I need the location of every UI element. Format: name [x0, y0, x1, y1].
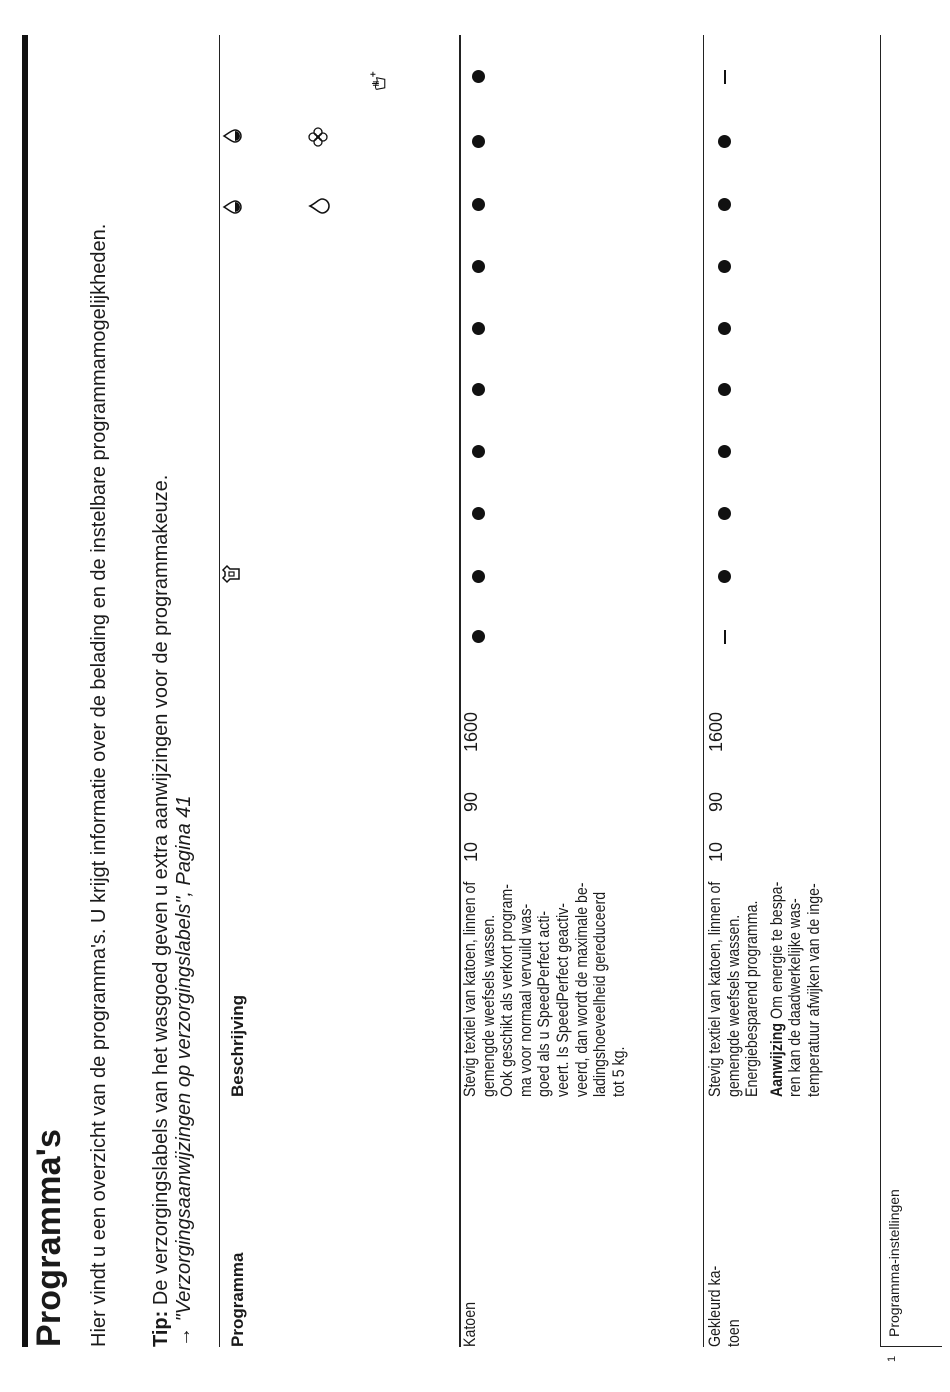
option-dot [472, 630, 485, 643]
header-description: Beschrijving [228, 994, 247, 1097]
flower-icon [307, 126, 329, 148]
description-line: Stevig textiel van katoen, linnen of [706, 881, 724, 1097]
description-line: veerd, dan wordt de maximale be- [572, 882, 591, 1097]
note-label: Aanwijzing [767, 1022, 786, 1097]
description-line: Stevig textiel van katoen, linnen of [461, 881, 479, 1097]
note-line: ren kan de daadwerkelijke was- [786, 898, 805, 1097]
description-line: Energiebesparend programma. [743, 900, 762, 1097]
tip-label: Tip: [150, 1310, 172, 1347]
note-line: temperatuur afwijken van de inge- [804, 883, 823, 1097]
footnote-left-rule [880, 1346, 942, 1347]
description-line: tot 5 kg. [609, 1046, 628, 1097]
option-dot [472, 260, 485, 273]
tip-link[interactable]: → "Verzorgingsaanwijzingen op verzorgingslabels", Pagina 41 [173, 795, 195, 1347]
stain-drop-icon [221, 125, 243, 147]
option-dot [472, 70, 485, 83]
row-separator [459, 35, 461, 1347]
description-line: gemengde weefsels wassen. [724, 914, 743, 1097]
note-line: Om energie te bespa- [767, 881, 786, 1023]
description-text [461, 882, 628, 1097]
note [768, 882, 787, 1097]
description-line: gemengde weefsels wassen. [479, 914, 498, 1097]
description-text [706, 882, 824, 1097]
shirt-icon [220, 563, 242, 585]
description-line: goed als u SpeedPerfect acti- [535, 910, 554, 1097]
program-name [706, 1266, 743, 1347]
tip-paragraph [150, 475, 173, 1347]
program-name-line: toen [724, 1319, 743, 1347]
option-dot [718, 570, 731, 583]
description-line: Ook geschikt als verkort program- [498, 884, 517, 1097]
footnote-rule [880, 35, 881, 1347]
description-line: ma voor normaal vervuild was- [516, 903, 535, 1097]
option-dot [718, 260, 731, 273]
option-dot [472, 198, 485, 211]
option-dot [472, 383, 485, 396]
option-dot [718, 383, 731, 396]
hand-wash-plus-icon [367, 70, 389, 92]
option-dot [472, 322, 485, 335]
option-dot [718, 135, 731, 148]
tip-text: De verzorgingslabels van het wasgoed geven u extra aanwijzingen voor de programmakeuze. [150, 474, 172, 1311]
option-dot [718, 445, 731, 458]
drop-icon [308, 195, 330, 217]
temp-max: 90 [706, 791, 726, 812]
option-dash [724, 630, 726, 644]
description-line: ladingshoeveelheid gereduceerd [591, 891, 610, 1097]
temp-min: 10 [706, 841, 726, 862]
row-separator [703, 35, 704, 1347]
option-dot [472, 135, 485, 148]
option-dash [724, 70, 726, 84]
max-spin: 1600 [706, 711, 726, 752]
option-dot [472, 570, 485, 583]
temp-max: 90 [461, 791, 481, 812]
option-dot [472, 445, 485, 458]
option-dot [718, 507, 731, 520]
program-name: Katoen [461, 1302, 479, 1347]
stain-drop-icon [221, 196, 243, 218]
option-dot [472, 507, 485, 520]
header-program: Programma [228, 1252, 247, 1347]
max-spin: 1600 [461, 711, 481, 752]
temp-min: 10 [461, 841, 481, 862]
description-line: veert. Is SpeedPerfect geactiv- [553, 902, 572, 1097]
option-dot [718, 322, 731, 335]
title-rule [22, 35, 28, 1347]
option-dot [718, 198, 731, 211]
footnote-text: Programma-instellingen [886, 1189, 902, 1337]
table-top-rule [219, 35, 220, 1347]
footnote-marker: 1 [886, 1355, 898, 1362]
intro-paragraph: Hier vindt u een overzicht van de programma's. U krijgt informatie over de belading en de instelbare programmamogelijkheden. [88, 223, 110, 1347]
page-title: Programma's [30, 1128, 68, 1347]
program-name-line: Gekleurd ka- [706, 1265, 724, 1347]
